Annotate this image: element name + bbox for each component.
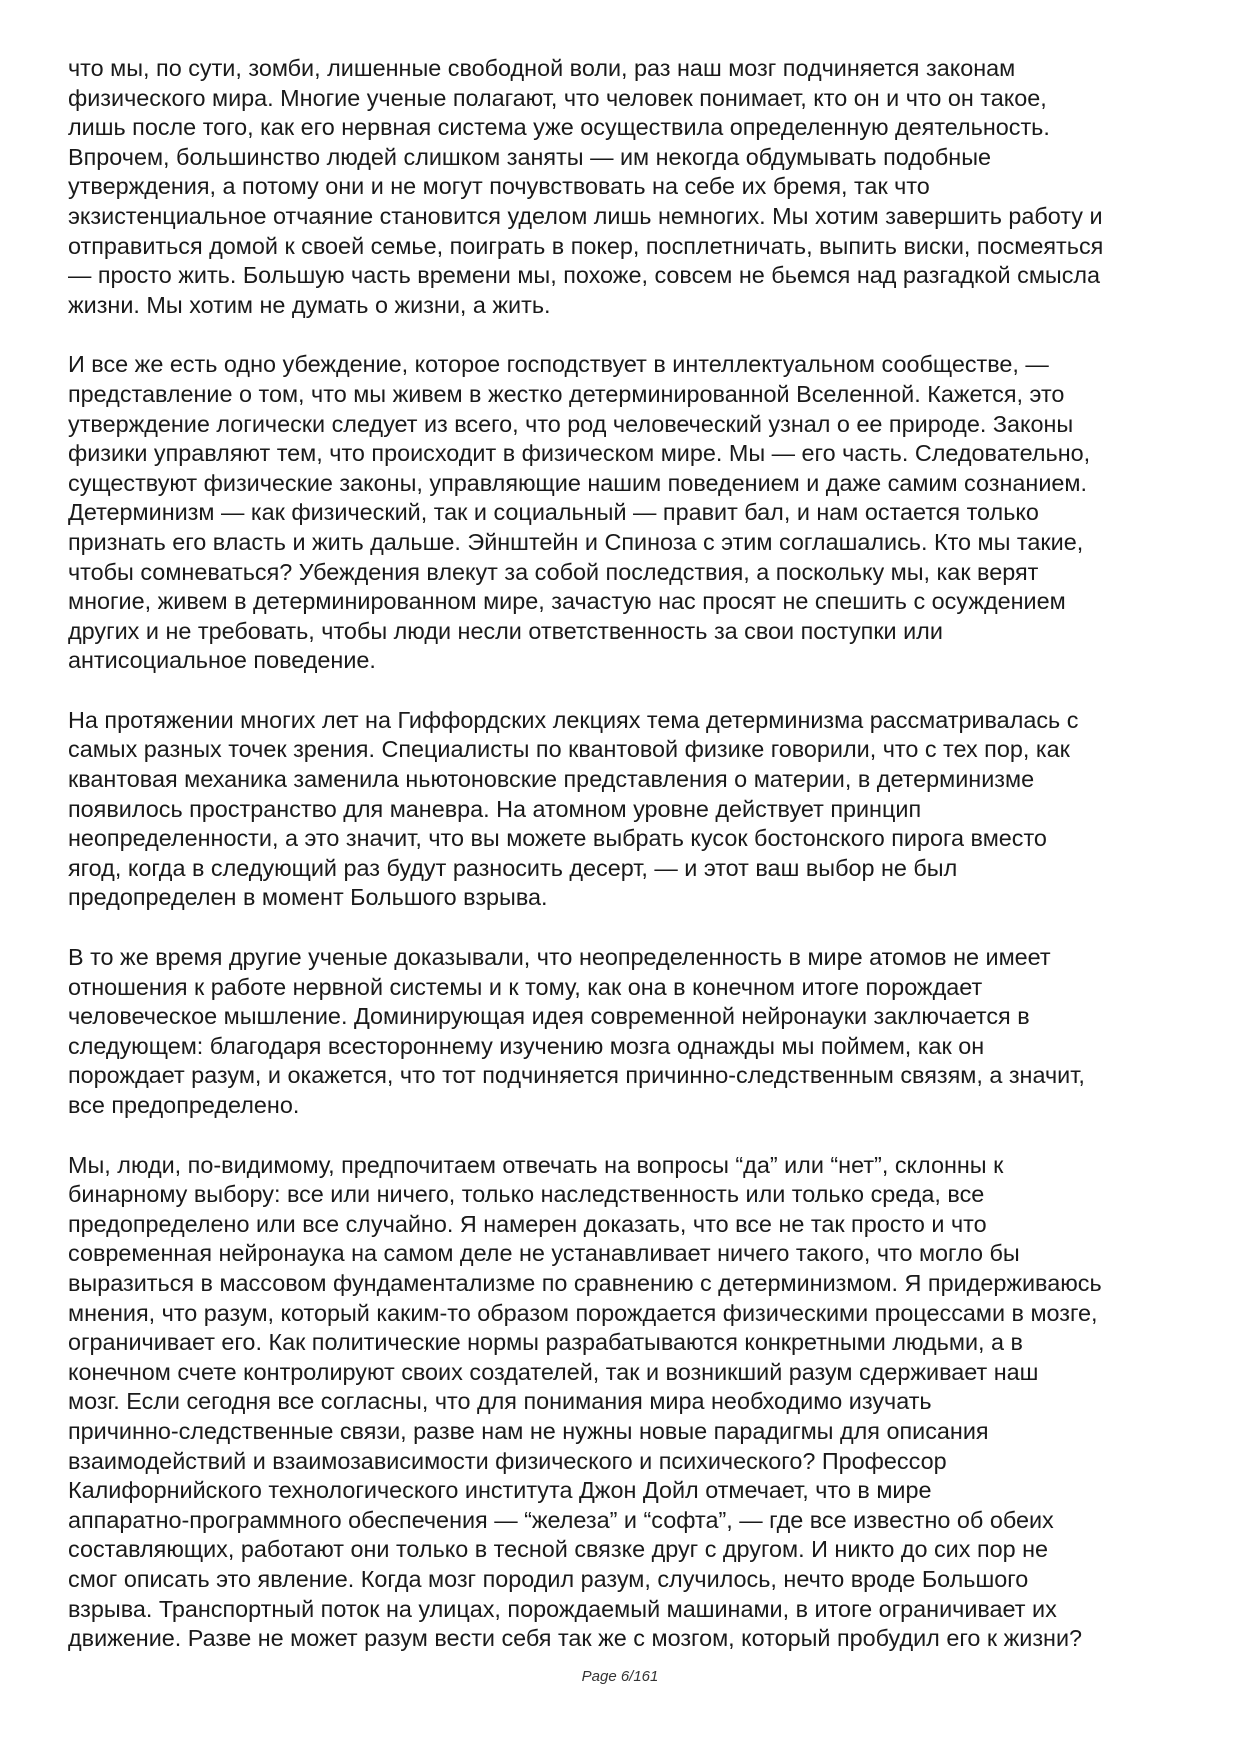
page-number: Page 6/161 [581,1668,659,1685]
paragraph-1: что мы, по сути, зомби, лишенные свободной воли, раз наш мозг подчиняется законам физического мира. Многие ученые полагают, что человек понимает, кто он и что он такое, лишь после того, как его нервная система уже осуществила определенную деятельность. Впрочем, большинство людей слишком заняты — им некогда обдумывать подобные утверждения, а потому они и не могут почувствовать на себе их бремя, так что экзистенциальное отчаяние становится уделом лишь немногих. Мы хотим завершить работу и отправиться домой к своей семье, поиграть в покер, посплетничать, выпить виски, посмеяться — просто жить. Большую часть времени мы, похоже, совсем не бьемся над разгадкой смысла жизни. Мы хотим не думать о жизни, а жить. [68,55,1104,318]
paragraph-5: Мы, люди, по-видимому, предпочитаем отвечать на вопросы “да” или “нет”, склонны к бинарному выбору: все или ничего, только наследственность или только среда, все предопределено или все случайно. Я намерен доказать, что все не так просто и что современная нейронаука на самом деле не устанавливает ничего такого, что могло бы выразиться в массовом фундаментализме по сравнению с детерминизмом. Я придерживаюсь мнения, что разум, который каким-то образом порождается физическими процессами в мозге, ограничивает его. Как политические нормы разрабатываются конкретными людьми, а в конечном счете контролируют своих создателей, так и возникший разум сдерживает наш мозг. Если сегодня все согласны, что для понимания мира необходимо изучать причинно-следственные связи, разве нам не нужны новые парадигмы для описания взаимодействий и взаимозависимости физического и психического? Профессор Калифорнийского технологического института Джон Дойл отмечает, что в мире аппаратно-программного обеспечения — “железа” и “софта”, — где все известно об обеих составляющих, работают они только в тесной связке друг с другом. И никто до сих пор не смог описать это явление. Когда мозг породил разум, случилось, нечто вроде Большого взрыва. Транспортный поток на улицах, порождаемый машинами, в итоге ограничивает их движение. Разве не может разум вести себя так же с мозгом, который пробудил его к жизни? [68,1151,1102,1652]
document-page [68,54,1176,1684]
paragraph-2: И все же есть одно убеждение, которое господствует в интеллектуальном сообществе, — представление о том, что мы живем в жестко детерминированной Вселенной. Кажется, это утверждение логически следует из всего, что род человеческий узнал о ее природе. Законы физики управляют тем, что происходит в физическом мире. Мы — его часть. Следовательно, существуют физические законы, управляющие нашим поведением и даже самим сознанием. Детерминизм — как физический, так и социальный — правит бал, и нам остается только признать его власть и жить дальше. Эйнштейн и Спиноза с этим соглашались. Кто мы такие, чтобы сомневаться? Убеждения влекут за собой последствия, а поскольку мы, как верят многие, живем в детерминированном мире, зачастую нас просят не спешить с осуждением других и не требовать, чтобы люди несли ответственность за свои поступки или антисоциальное поведение. [68,351,1091,674]
paragraph-3: На протяжении многих лет на Гиффордских лекциях тема детерминизма рассматривалась с самых разных точек зрения. Специалисты по квантовой физике говорили, что с тех пор, как квантовая механика заменила ньютоновские представления о материи, в детерминизме появилось пространство для маневра. На атомном уровне действует принцип неопределенности, а это значит, что вы можете выбрать кусок бостонского пирога вместо ягод, когда в следующий раз будут разносить десерт, — и этот ваш выбор не был предопределен в момент Большого взрыва. [68,706,1079,911]
paragraph-4: В то же время другие ученые доказывали, что неопределенность в мире атомов не имеет отношения к работе нервной системы и к тому, как она в конечном итоге порождает человеческое мышление. Доминирующая идея современной нейронауки заключается в следующем: благодаря всестороннему изучению мозга однажды мы поймем, как он порождает разум, и окажется, что тот подчиняется причинно-следственным связям, а значит, все предопределено. [68,944,1085,1118]
